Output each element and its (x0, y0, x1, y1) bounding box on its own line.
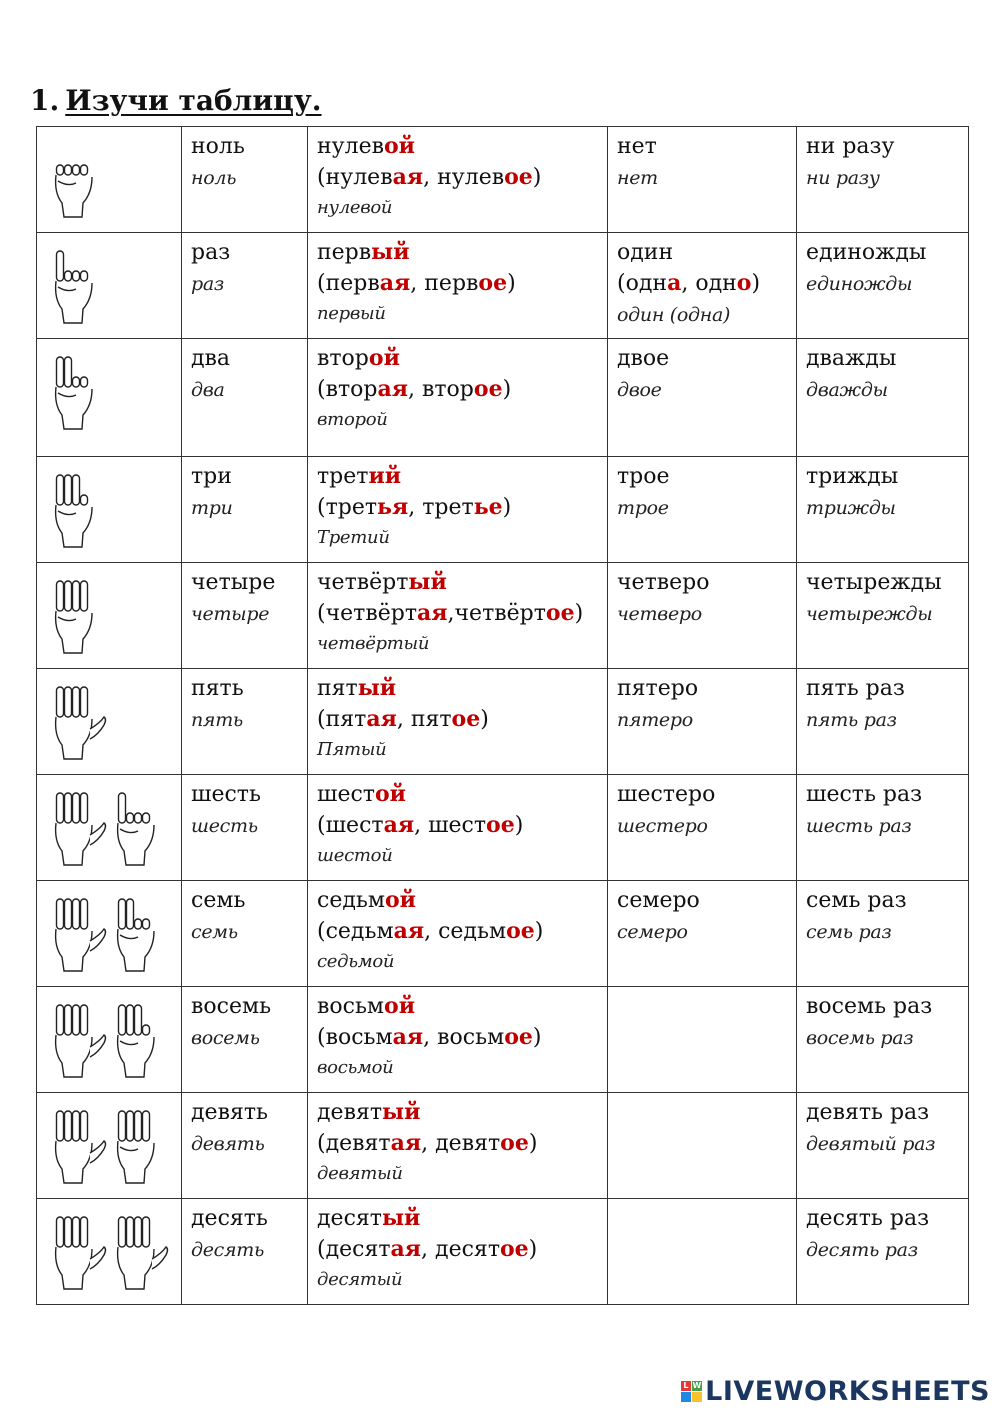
ordinal-cell (308, 987, 608, 1093)
times-print: четырежды (806, 570, 942, 595)
hand-cell (37, 987, 182, 1093)
ordinal-masculine: пятый (317, 675, 397, 701)
collective-cell (608, 1199, 797, 1305)
ordinal-handwritten: нулевой (317, 197, 393, 218)
neuter-ending: ое (499, 1236, 529, 1262)
table-row (37, 1093, 969, 1199)
times-print: шесть раз (806, 782, 923, 807)
ordinal-ending: ый (381, 1205, 421, 1231)
ordinal-masculine: первый (317, 239, 410, 265)
hand-cell (37, 775, 182, 881)
ordinal-handwritten: Третий (317, 527, 390, 548)
cardinal-handwritten: четыре (191, 603, 270, 625)
times-handwritten: семь раз (806, 921, 892, 943)
ordinal-ending: ой (384, 993, 416, 1019)
cardinal-cell (182, 987, 308, 1093)
times-cell (797, 127, 969, 233)
hand-cell (37, 457, 182, 563)
ordinal-masculine: шестой (317, 781, 406, 807)
collective-cell (608, 775, 797, 881)
feminine-ending: ая (383, 812, 415, 838)
cardinal-print: десять (191, 1206, 268, 1231)
times-cell (797, 233, 969, 339)
nine-fingers-icon (46, 1097, 172, 1187)
times-cell (797, 987, 969, 1093)
cardinal-print: пять (191, 676, 244, 701)
collective-cell (608, 987, 797, 1093)
cardinal-cell (182, 1093, 308, 1199)
times-cell (797, 563, 969, 669)
liveworksheets-logo (681, 1376, 990, 1407)
ordinal-cell (308, 339, 608, 457)
table-row (37, 669, 969, 775)
cardinal-cell (182, 339, 308, 457)
feminine-ending: ая (392, 164, 424, 190)
collective-cell (608, 457, 797, 563)
collective-handwritten: двое (617, 379, 662, 401)
neuter-ending: ье (473, 494, 503, 520)
cardinal-print: девять (191, 1100, 268, 1125)
cardinal-cell (182, 127, 308, 233)
ordinal-handwritten: десятый (317, 1269, 403, 1290)
cardinal-handwritten: пять (191, 709, 243, 731)
neuter-ending: ое (473, 376, 503, 402)
cardinal-print: два (191, 346, 231, 371)
times-print: единожды (806, 240, 927, 265)
times-cell (797, 669, 969, 775)
ordinal-cell (308, 1093, 608, 1199)
ordinal-ending: ый (371, 239, 410, 265)
cardinal-print: семь (191, 888, 246, 913)
cardinal-cell (182, 233, 308, 339)
ordinal-ending: ой (368, 345, 400, 371)
feminine-ending: ая (392, 1024, 424, 1050)
ordinal-masculine: второй (317, 345, 400, 371)
ordinal-masculine: третий (317, 463, 402, 489)
collective-print: один (617, 240, 674, 265)
collective-print: четверо (617, 570, 710, 595)
times-print: дважды (806, 346, 897, 371)
ordinal-forms: (восьмая, восьмое) (317, 1024, 542, 1050)
ordinal-forms: (шестая, шестое) (317, 812, 524, 838)
table-row (37, 987, 969, 1093)
ordinal-ending: ой (374, 781, 406, 807)
ordinal-masculine: девятый (317, 1099, 421, 1125)
table-row (37, 775, 969, 881)
neuter-ending: ое (506, 918, 535, 944)
times-print: восемь раз (806, 994, 933, 1019)
ordinal-handwritten: шестой (317, 845, 393, 866)
times-cell (797, 1093, 969, 1199)
ordinal-masculine: седьмой (317, 887, 416, 913)
hand-cell (37, 1199, 182, 1305)
one-finger-icon (46, 237, 172, 327)
times-handwritten: десять раз (806, 1239, 918, 1261)
ordinal-handwritten: второй (317, 409, 388, 430)
ordinal-forms: (нулевая, нулевое) (317, 164, 542, 190)
cardinal-cell (182, 669, 308, 775)
collective-cell (608, 1093, 797, 1199)
neuter-ending: ое (451, 706, 481, 732)
neuter-ending: ое (504, 164, 533, 190)
times-print: пять раз (806, 676, 905, 701)
four-fingers-icon (46, 567, 172, 657)
table-row (37, 233, 969, 339)
neuter-ending: ое (504, 1024, 533, 1050)
ordinal-cell (308, 457, 608, 563)
two-fingers-icon (46, 343, 172, 433)
ordinal-forms: (третья, третье) (317, 494, 512, 520)
cardinal-handwritten: девять (191, 1133, 265, 1155)
cardinal-print: четыре (191, 570, 276, 595)
table-row (37, 563, 969, 669)
collective-cell (608, 127, 797, 233)
three-fingers-icon (46, 461, 172, 551)
task-heading (30, 84, 322, 117)
ordinal-handwritten: Пятый (317, 739, 387, 760)
times-cell (797, 775, 969, 881)
hand-cell (37, 339, 182, 457)
ordinal-ending: ой (384, 133, 415, 159)
feminine-ending: ая (379, 270, 411, 296)
numerals-table-body (37, 127, 969, 1305)
cardinal-print: три (191, 464, 232, 489)
times-cell (797, 339, 969, 457)
feminine-ending: ая (377, 376, 408, 402)
numerals-table (36, 126, 969, 1305)
hand-cell (37, 881, 182, 987)
collective-cell (608, 233, 797, 339)
times-print: семь раз (806, 888, 907, 913)
task-title: Изучи таблицу. (65, 84, 322, 117)
task-number: 1. (30, 84, 60, 117)
feminine-ending: ая (366, 706, 397, 732)
times-handwritten: пять раз (806, 709, 897, 731)
ordinal-forms: (десятая, десятое) (317, 1236, 538, 1262)
collective-handwritten: пятеро (617, 709, 693, 731)
feminine-ending: ая (417, 600, 448, 626)
table-row (37, 339, 969, 457)
times-print: десять раз (806, 1206, 930, 1231)
neuter-ending: ое (500, 1130, 529, 1156)
cardinal-cell (182, 1199, 308, 1305)
ordinal-masculine: нулевой (317, 133, 415, 159)
hand-cell (37, 127, 182, 233)
hand-cell (37, 669, 182, 775)
hand-cell (37, 563, 182, 669)
cardinal-cell (182, 775, 308, 881)
eight-fingers-icon (46, 991, 172, 1081)
ordinal-masculine: десятый (317, 1205, 421, 1231)
times-print: девять раз (806, 1100, 930, 1125)
cardinal-cell (182, 563, 308, 669)
hand-cell (37, 1093, 182, 1199)
ordinal-cell (308, 775, 608, 881)
five-fingers-icon (46, 673, 172, 763)
cardinal-print: ноль (191, 134, 245, 159)
ordinal-forms: (первая, первое) (317, 270, 516, 296)
ordinal-cell (308, 881, 608, 987)
table-row (37, 127, 969, 233)
ordinal-forms: (вторая, второе) (317, 376, 512, 402)
cardinal-print: шесть (191, 782, 261, 807)
cardinal-cell (182, 457, 308, 563)
neuter-ending: ое (545, 600, 575, 626)
collective-handwritten: трое (617, 497, 669, 519)
ordinal-ending: ый (408, 569, 447, 595)
table-row (37, 457, 969, 563)
cardinal-cell (182, 881, 308, 987)
ordinal-cell (308, 1199, 608, 1305)
collective-handwritten: четверо (617, 603, 702, 625)
ordinal-masculine: восьмой (317, 993, 416, 1019)
collective-print: семеро (617, 888, 700, 913)
times-handwritten: восемь раз (806, 1027, 914, 1049)
feminine-ending: ая (390, 1236, 422, 1262)
ordinal-handwritten: четвёртый (317, 633, 430, 654)
neuter-ending: ое (486, 812, 515, 838)
times-print: ни разу (806, 134, 895, 159)
ordinal-handwritten: первый (317, 303, 386, 324)
collective-cell (608, 669, 797, 775)
cardinal-handwritten: два (191, 379, 225, 401)
ordinal-ending: ый (382, 1099, 421, 1125)
ordinal-handwritten: девятый (317, 1163, 403, 1184)
collective-cell (608, 563, 797, 669)
collective-forms: (одна, одно) (617, 270, 761, 296)
seven-fingers-icon (46, 885, 172, 975)
cardinal-handwritten: раз (191, 273, 224, 295)
times-handwritten: единожды (806, 273, 913, 295)
ordinal-handwritten: седьмой (317, 951, 395, 972)
times-handwritten: трижды (806, 497, 896, 519)
ordinal-cell (308, 669, 608, 775)
ordinal-cell (308, 233, 608, 339)
collective-handwritten: шестеро (617, 815, 708, 837)
cardinal-handwritten: десять (191, 1239, 265, 1261)
ordinal-ending: ой (384, 887, 416, 913)
feminine-ending: ая (393, 918, 425, 944)
feminine-ending: ая (390, 1130, 422, 1156)
collective-print: пятеро (617, 676, 699, 701)
logo-badge: L W (681, 1381, 702, 1402)
cardinal-print: восемь (191, 994, 272, 1019)
table-row (37, 1199, 969, 1305)
collective-print: трое (617, 464, 670, 489)
ordinal-cell (308, 127, 608, 233)
cardinal-handwritten: восемь (191, 1027, 260, 1049)
times-handwritten: шесть раз (806, 815, 912, 837)
logo-text: LIVEWORKSHEETS (705, 1376, 990, 1407)
ordinal-forms: (четвёртая,четвёртое) (317, 600, 584, 626)
ordinal-forms: (девятая, девятое) (317, 1130, 538, 1156)
cardinal-print: раз (191, 240, 231, 265)
cardinal-handwritten: шесть (191, 815, 258, 837)
ordinal-handwritten: восьмой (317, 1057, 394, 1078)
ten-fingers-icon (46, 1203, 172, 1293)
times-print: трижды (806, 464, 899, 489)
table-row (37, 881, 969, 987)
collective-handwritten: семеро (617, 921, 688, 943)
ordinal-masculine: четвёртый (317, 569, 447, 595)
ordinal-cell (308, 563, 608, 669)
collective-handwritten: нет (617, 167, 658, 189)
times-cell (797, 1199, 969, 1305)
times-cell (797, 881, 969, 987)
collective-print: шестеро (617, 782, 716, 807)
collective-cell (608, 881, 797, 987)
fist-icon (46, 131, 172, 221)
times-cell (797, 457, 969, 563)
times-handwritten: четырежды (806, 603, 933, 625)
ordinal-forms: (пятая, пятое) (317, 706, 489, 732)
collective-handwritten: один (одна) (617, 304, 731, 326)
cardinal-handwritten: семь (191, 921, 238, 943)
cardinal-handwritten: ноль (191, 167, 237, 189)
collective-cell (608, 339, 797, 457)
collective-print: нет (617, 134, 657, 159)
six-fingers-icon (46, 779, 172, 869)
neuter-ending: ое (478, 270, 508, 296)
hand-cell (37, 233, 182, 339)
times-handwritten: девятый раз (806, 1133, 936, 1155)
feminine-ending: ья (377, 494, 409, 520)
collective-print: двое (617, 346, 670, 371)
ordinal-ending: ий (368, 463, 402, 489)
cardinal-handwritten: три (191, 497, 233, 519)
times-handwritten: ни разу (806, 167, 880, 189)
ordinal-ending: ый (357, 675, 397, 701)
times-handwritten: дважды (806, 379, 888, 401)
ordinal-forms: (седьмая, седьмое) (317, 918, 544, 944)
